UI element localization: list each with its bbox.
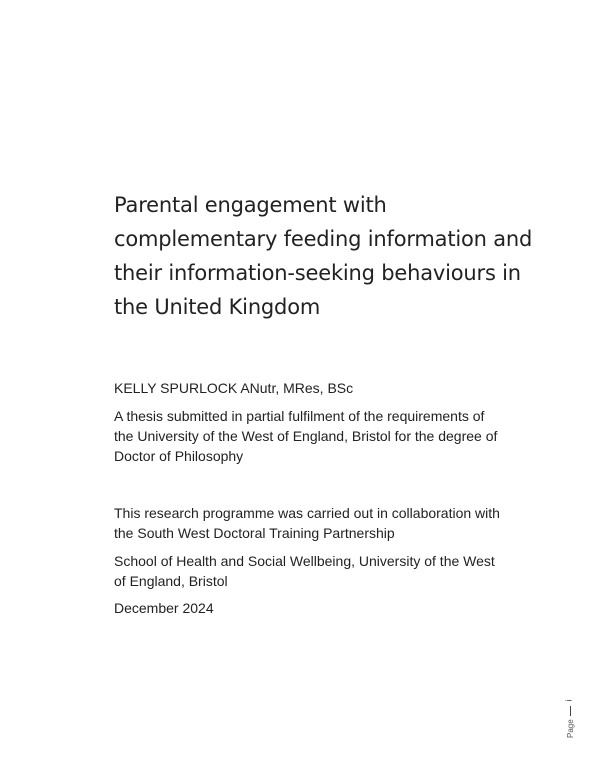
collaboration-line: This research programme was carried out in collaboration with bbox=[114, 505, 500, 521]
collaboration-statement bbox=[114, 503, 564, 543]
school-line: of England, Bristol bbox=[114, 573, 228, 589]
thesis-line: A thesis submitted in partial fulfilment of the requirements of bbox=[114, 408, 485, 424]
thesis-line: Doctor of Philosophy bbox=[114, 448, 244, 464]
title-line: the United Kingdom bbox=[114, 295, 321, 319]
submission-date bbox=[114, 598, 564, 618]
page-number: i bbox=[564, 699, 574, 702]
author-name bbox=[114, 378, 564, 398]
date-line: December 2024 bbox=[114, 600, 214, 616]
author-line: KELLY SPURLOCK ANutr, MRes, BSc bbox=[114, 380, 354, 396]
page-footer bbox=[564, 699, 586, 746]
collaboration-line: the South West Doctoral Training Partnership bbox=[114, 525, 395, 541]
school-affiliation bbox=[114, 551, 564, 591]
title-line: their information-seeking behaviours in bbox=[114, 261, 521, 285]
thesis-line: the University of the West of England, Bristol for the degree of bbox=[114, 428, 498, 444]
title-line: complementary feeding information and bbox=[114, 227, 533, 251]
title-line: Parental engagement with bbox=[114, 193, 387, 217]
page-divider bbox=[570, 706, 571, 716]
school-line: School of Health and Social Wellbeing, University of the West bbox=[114, 553, 495, 569]
thesis-statement bbox=[114, 406, 564, 466]
page-label: Page bbox=[566, 719, 575, 738]
thesis-title bbox=[114, 188, 564, 324]
